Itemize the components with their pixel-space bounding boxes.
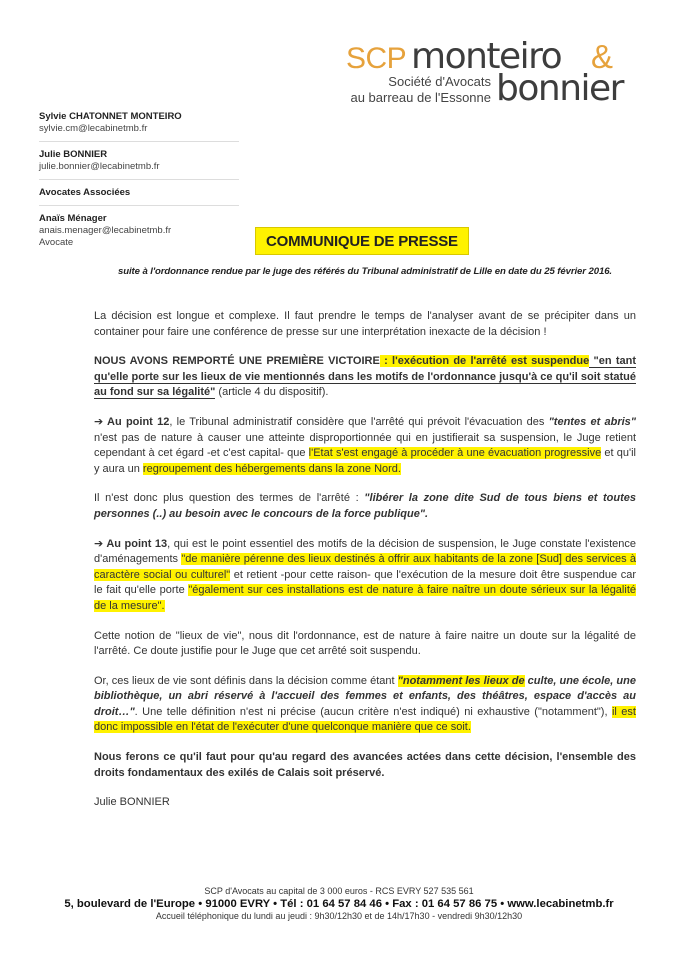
contact-name: Julie BONNIER [39, 149, 108, 160]
progressive-evacuation-highlight: l'Etat s'est engagé à procéder à une évacuation progressive [308, 447, 602, 460]
contact-monteiro [39, 111, 239, 142]
paragraph-8: Nous ferons ce qu'il faut pour qu'au regard des avancées actées dans cette décision, l'ensemble des droits fondamentaux des exilés de Calais soit préservé. [94, 751, 636, 779]
footer-address: 5, boulevard de l'Europe • 91000 EVRY • Tél : 01 64 57 84 46 • Fax : 01 64 57 86 75 • www.lecabinetmb.fr [64, 898, 614, 910]
press-release-subtitle: suite à l'ordonnance rendue par le juge des référés du Tribunal administratif de Lille en date du 25 février 2016. [118, 266, 612, 277]
paragraph-4 [94, 491, 636, 522]
page-footer [0, 886, 678, 921]
places-quote: culte, une école, une bibliothèque, un abri réservé à l'accueil des femmes et enfants, des théâtres, espace d'accès au droit…" [94, 674, 636, 718]
footer-registration: SCP d'Avocats au capital de 3 000 euros - RCS EVRY 527 535 561 [204, 886, 474, 896]
logo-scp: SCP [346, 42, 407, 75]
contact-email[interactable]: sylvie.cm@lecabinetmb.fr [39, 123, 148, 134]
contact-role-associates [39, 187, 239, 206]
suspension-quote: "en tant qu'elle porte sur les lieux de vie mentionnés dans les motifs de l'ordonnance jusqu'à ce qu'il soit statué au fond sur sa légalité" [94, 355, 637, 399]
text-segment: Or, ces lieux de vie sont définis dans la décision comme étant [94, 674, 398, 687]
paragraph-6: Cette notion de "lieux de vie", nous dit l'ordonnance, est de nature à faire naitre un doute sur la légalité de l'arrêté. Ce doute justifie pour le Juge que cet arrêté soit suspendu. [94, 629, 636, 658]
press-release-title: COMMUNIQUE DE PRESSE [255, 227, 469, 255]
contacts-sidebar [39, 111, 239, 262]
contact-name: Anaïs Ménager [39, 213, 107, 224]
services-quote-highlight: "de manière pérenne des lieux destinés à offrir aux habitants de la zone [Sud] des services à caractère social ou culturel" [94, 553, 636, 581]
logo-tagline-2: au barreau de l'Essonne [350, 90, 491, 105]
signature: Julie BONNIER [94, 796, 170, 809]
text-segment: , le Tribunal administratif considère que l'arrêté qui prévoit l'évacuation des [169, 415, 549, 428]
paragraph-1: La décision est longue et complexe. Il faut prendre le temps de l'analyser avant de se précipiter dans un container pour faire une conférence de presse sur une interprétation inexacte de la décision ! [94, 310, 636, 338]
tents-quote: "tentes et abris" [548, 415, 636, 428]
contact-bonnier [39, 149, 239, 180]
contact-name: Sylvie CHATONNET MONTEIRO [39, 111, 182, 122]
point-13-label: ➔ Au point 13 [94, 537, 168, 550]
contact-role: Avocates Associées [39, 187, 131, 198]
contact-email[interactable]: julie.bonnier@lecabinetmb.fr [39, 161, 160, 172]
logo-bonnier: bonnier [496, 68, 623, 109]
doubt-quote-highlight: "également sur ces installations est de nature à faire naître un doute sérieux sur la légalité de la mesure". [94, 584, 636, 612]
paragraph-3 [94, 415, 636, 477]
suspension-highlight: : l'exécution de l'arrêté est suspendue [379, 355, 590, 368]
paragraph-5 [94, 537, 636, 615]
contact-email[interactable]: anais.menager@lecabinetmb.fr [39, 225, 172, 236]
logo-monteiro: monteiro [411, 36, 562, 77]
contact-menager [39, 213, 239, 255]
text-segment: . Une telle définition n'est ni précise (aucun critère n'est indiqué) ni exhaustive ("notamment"), [134, 705, 612, 718]
footer-hours: Accueil téléphonique du lundi au jeudi : 9h30/12h30 et de 14h/17h30 - vendredi 9h30/12h30 [155, 911, 523, 921]
logo-ampersand: & [591, 38, 614, 75]
paragraph-2 [94, 354, 636, 401]
text-segment: , qui est le point essentiel des motifs de la décision de suspension, le Juge constate l'existence d'aménagements [94, 537, 636, 566]
order-quote: "libérer la zone dite Sud de tous biens et toutes personnes (..) au besoin avec le concours de la force publique". [94, 492, 636, 520]
places-quote-highlight: "notamment les lieux de [397, 674, 525, 687]
impossible-highlight: il est donc impossible en l'état de l'exécuter d'une quelconque manière que ce soit. [94, 705, 636, 734]
article-ref: (article 4 du dispositif). [215, 386, 329, 399]
text-segment: et qu'il y aura un [94, 447, 637, 475]
north-zone-highlight: regroupement des hébergements dans la zone Nord. [142, 462, 401, 475]
firm-logo [346, 36, 646, 110]
contact-role: Avocate [39, 237, 74, 248]
text-segment: Il n'est donc plus question des termes de l'arrêté : [94, 492, 365, 505]
press-release-body [94, 309, 636, 825]
paragraph-7 [94, 674, 636, 736]
text-segment: et retient -pour cette raison- que l'exécution de la mesure doit être suspendue car le fait qu'elle porte [94, 568, 636, 597]
logo-tagline-1: Société d'Avocats [388, 74, 491, 89]
point-12-label: ➔ Au point 12 [94, 415, 170, 428]
text-segment: n'est pas de nature à causer une atteinte disproportionnée qui en justifierait sa suspension, le Juge retient cependant à cet égard -et c'est capital- que [94, 431, 636, 460]
victory-heading: NOUS AVONS REMPORTÉ UNE PREMIÈRE VICTOIRE [94, 355, 380, 368]
